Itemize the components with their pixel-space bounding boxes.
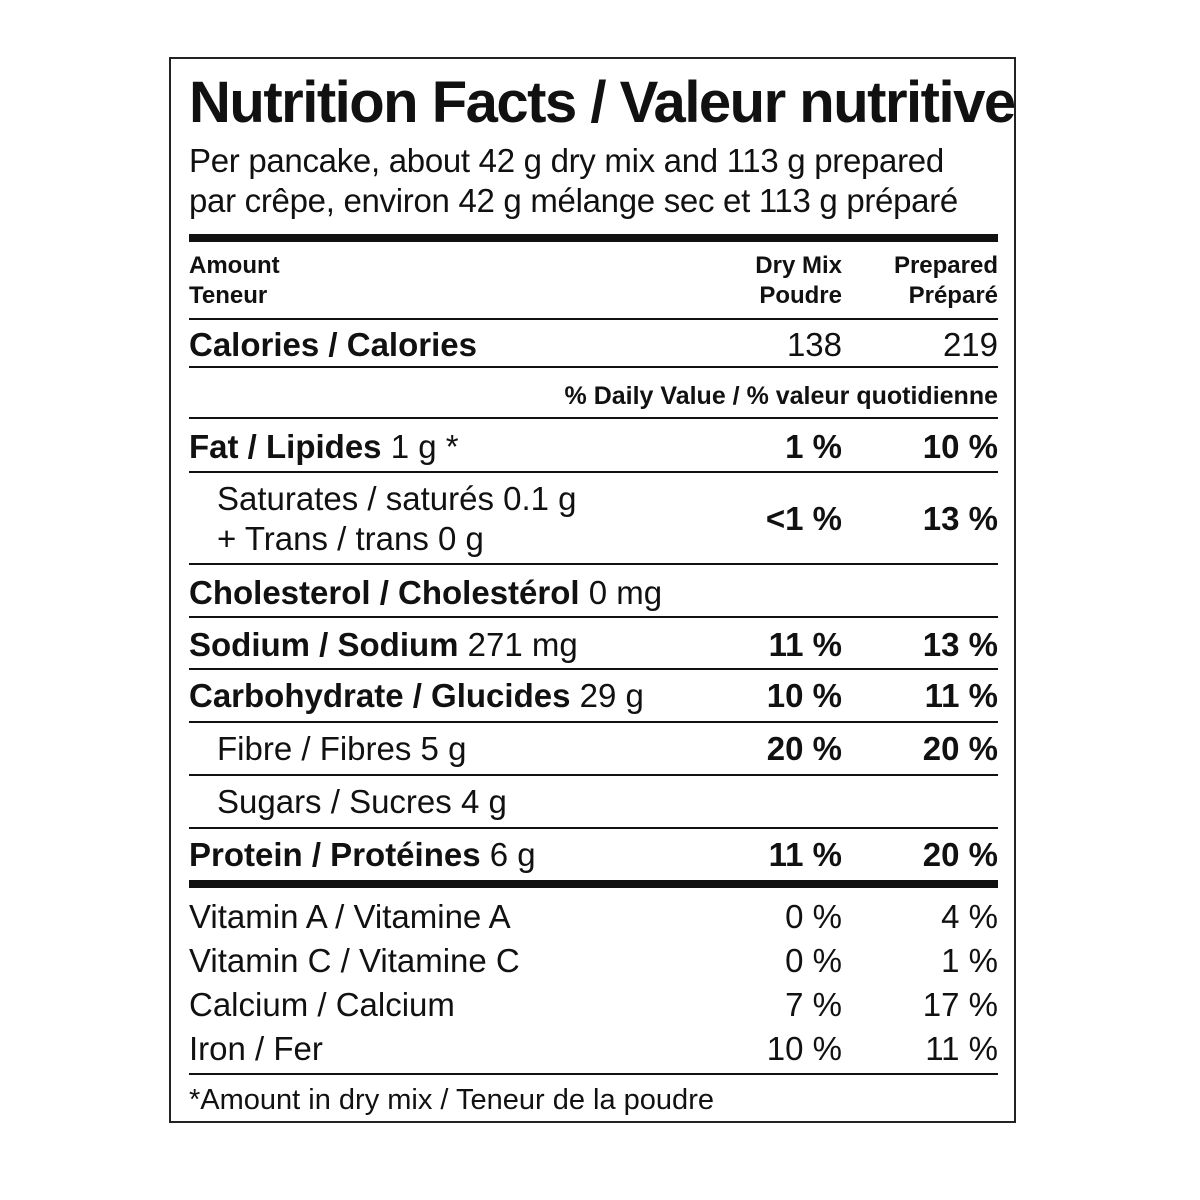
cholesterol-name: Cholesterol / Cholestérol [189, 574, 580, 611]
carbohydrate-prepared: 11 % [924, 677, 998, 714]
sodium-name: Sodium / Sodium [189, 626, 459, 663]
divider [189, 616, 998, 618]
header-dry-mix: Dry Mix [755, 252, 842, 279]
cholesterol-label [189, 571, 662, 615]
sodium-prepared: 13 % [922, 626, 998, 663]
protein-row [189, 833, 998, 877]
iron-dry: 10 % [766, 1030, 842, 1067]
divider [189, 721, 998, 723]
fat-name: Fat / Lipides [189, 428, 382, 465]
header-prepared: Prepared [893, 252, 998, 279]
fat-label [189, 425, 459, 469]
fat-dry: 1 % [785, 428, 842, 465]
fat-prepared: 10 % [922, 428, 998, 465]
calories-row [189, 325, 998, 365]
sodium-amount: 271 mg [467, 626, 578, 663]
nutrition-facts-content [189, 59, 1015, 1121]
footnote: *Amount in dry mix / Teneur de la poudre [189, 1084, 714, 1116]
vitamin-a-dry: 0 % [785, 898, 842, 935]
header-amount: Amount [189, 252, 280, 279]
saturates-prepared: 13 % [922, 500, 998, 537]
vitamin-a-label: Vitamin A / Vitamine A [189, 898, 511, 935]
fat-row [189, 425, 998, 469]
carbohydrate-label [189, 674, 644, 718]
fibre-dry: 20 % [766, 730, 842, 767]
calcium-row [189, 983, 998, 1027]
divider [189, 366, 998, 368]
fibre-label: Fibre / Fibres 5 g [217, 730, 467, 767]
calories-dry: 138 [786, 326, 842, 363]
protein-label [189, 833, 536, 877]
serving-size-french: par crêpe, environ 42 g mélange sec et 113 g préparé [189, 182, 958, 219]
label-title: Nutrition Facts / Valeur nutritive [189, 70, 1015, 135]
trans-label: + Trans / trans 0 g [217, 520, 484, 557]
vitamin-c-row [189, 939, 998, 983]
iron-prepared: 11 % [925, 1030, 998, 1067]
header-poudre: Poudre [759, 282, 842, 309]
divider [189, 774, 998, 776]
sodium-dry: 11 % [768, 626, 842, 663]
calcium-label: Calcium / Calcium [189, 986, 455, 1023]
protein-amount: 6 g [489, 836, 536, 873]
fibre-row [189, 727, 998, 771]
daily-value-heading: % Daily Value / % valeur quotidienne [564, 382, 998, 410]
cholesterol-row [189, 571, 998, 615]
divider [189, 417, 998, 419]
calcium-prepared: 17 % [922, 986, 998, 1023]
vitamin-c-prepared: 1 % [941, 942, 998, 979]
protein-prepared: 20 % [922, 836, 998, 873]
protein-name: Protein / Protéines [189, 836, 481, 873]
carbohydrate-row [189, 674, 998, 718]
divider [189, 668, 998, 670]
fibre-prepared: 20 % [922, 730, 998, 767]
vitamin-c-dry: 0 % [785, 942, 842, 979]
carbohydrate-amount: 29 g [579, 677, 644, 714]
saturates-dry: <1 % [765, 500, 842, 537]
cholesterol-amount: 0 mg [588, 574, 663, 611]
saturates-label: Saturates / saturés 0.1 g [217, 480, 577, 517]
divider [189, 1073, 998, 1075]
calcium-dry: 7 % [785, 986, 842, 1023]
iron-row [189, 1027, 998, 1071]
calories-label: Calories / Calories [189, 326, 477, 363]
sodium-label [189, 623, 578, 667]
carbohydrate-name: Carbohydrate / Glucides [189, 677, 571, 714]
nutrition-facts-panel [169, 57, 1016, 1123]
divider [189, 827, 998, 829]
sugars-row [189, 780, 998, 824]
vitamin-a-row [189, 895, 998, 939]
header-prepare: Préparé [908, 282, 998, 309]
sugars-label: Sugars / Sucres 4 g [217, 783, 507, 820]
divider-thick [189, 880, 998, 888]
carbohydrate-dry: 10 % [766, 677, 842, 714]
vitamin-c-label: Vitamin C / Vitamine C [189, 942, 520, 979]
divider-thick [189, 234, 998, 242]
header-teneur: Teneur [189, 282, 268, 309]
serving-size-english: Per pancake, about 42 g dry mix and 113 g prepared [189, 142, 944, 179]
vitamin-a-prepared: 4 % [941, 898, 998, 935]
fat-amount: 1 g * [390, 428, 459, 465]
calories-prepared: 219 [942, 326, 998, 363]
divider [189, 563, 998, 565]
protein-dry: 11 % [768, 836, 842, 873]
iron-label: Iron / Fer [189, 1030, 323, 1067]
sodium-row [189, 623, 998, 667]
saturates-row [189, 479, 998, 559]
divider [189, 471, 998, 473]
divider [189, 318, 998, 320]
